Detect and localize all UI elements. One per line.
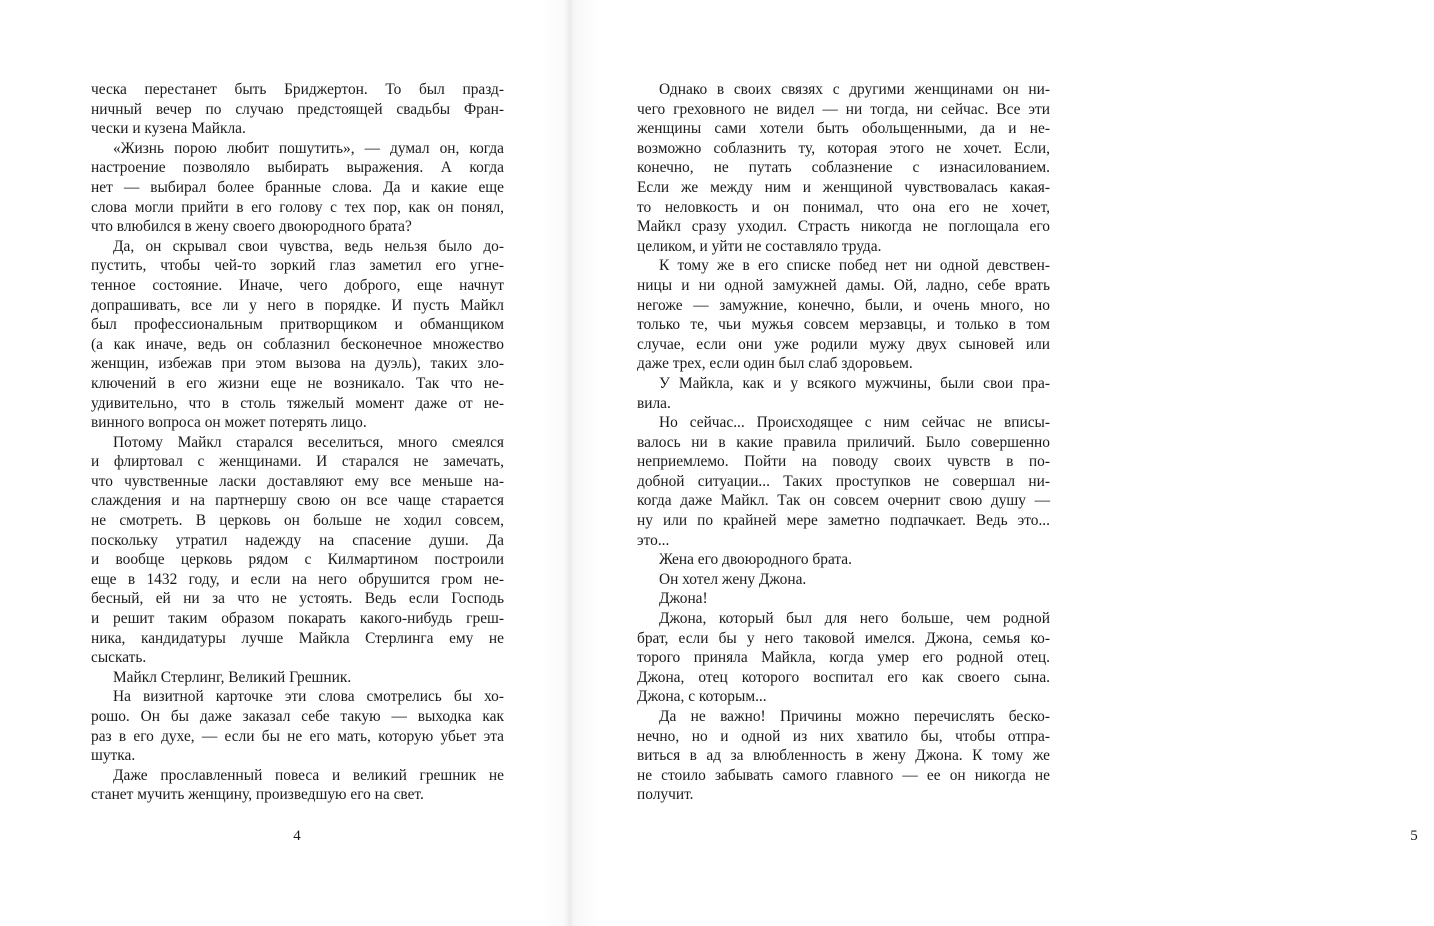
text-line: неприемлемо. Пойти на поводу своих чувств в по- <box>637 453 1050 471</box>
text-line: Да не важно! Причины можно перечислять беско- <box>659 708 1050 725</box>
text-line: поскольку утратил надежду на спасение души. Да <box>91 531 504 549</box>
text-line: шутка. <box>91 747 136 765</box>
text-line: добной ситуации... Таких проступков не совершал ни- <box>637 472 1050 490</box>
text-line: и флиртовал с женщинами. И старался не замечать, <box>91 453 504 471</box>
text-line: когда даже Майкл. Так он совсем очернит свою душу — <box>637 492 1050 510</box>
text-line: торого приняла Майкла, когда умер его родной отец. <box>637 649 1050 667</box>
text-line: чего греховного не видел — ни тогда, ни сейчас. Все эти <box>637 100 1050 118</box>
text-line: Майкл Стерлинг, Великий Грешник. <box>113 668 352 686</box>
right-page-number: 5 <box>1410 828 1418 844</box>
text-line: пустить, чтобы чей-то зоркий глаз заметил его угне- <box>91 257 504 275</box>
text-line: Жена его двоюродного брата. <box>659 551 852 569</box>
left-page-text <box>91 80 504 805</box>
text-line: целиком, и уйти не составляло труда. <box>637 237 882 255</box>
left-page <box>0 0 571 926</box>
text-line: Майкл сразу уходил. Страсть никогда не поглощала его <box>637 218 1050 236</box>
text-line: женщины сами хотели быть обольщенными, да и не- <box>637 120 1050 138</box>
right-page-text <box>637 80 1050 805</box>
text-line: Он хотел жену Джона. <box>659 570 807 588</box>
text-line: (а как иначе, ведь он соблазнил бесконечное множество <box>91 335 504 353</box>
text-line: что влюбился в жену своего двоюродного брата? <box>91 218 412 236</box>
text-line: ческа перестанет быть Бриджертон. То был празд- <box>91 81 504 98</box>
text-line: конечно, не путать соблазнение с изнасилованием. <box>637 159 1050 177</box>
text-line: был профессиональным притворщиком и обманщиком <box>91 316 504 334</box>
text-line: допрашивать, все ли у него в порядке. И пусть Майкл <box>91 296 504 314</box>
text-line: получит. <box>637 786 694 804</box>
text-line: виться в ад за влюбленность в жену Джона. К тому же <box>637 747 1050 765</box>
text-line: еще в 1432 году, и если на него обрушится гром не- <box>91 570 504 588</box>
text-line: рошо. Он бы даже заказал себе такую — выходка как <box>91 708 504 725</box>
text-line: станет мучить женщину, произведшую его на свет. <box>91 786 424 804</box>
text-line: только те, чьи мужья совсем мерзавцы, и только в том <box>637 316 1050 334</box>
text-line: нет — выбирал более бранные слова. Да и какие еще <box>91 178 504 196</box>
text-line: Джона! <box>659 590 708 608</box>
text-line: ницы и ни одной замужней дамы. Ой, ладно, себе врать <box>637 276 1050 294</box>
text-line: слова могли прийти в его голову с тех пор, как он понял, <box>91 198 504 216</box>
text-line: не смотреть. В церковь он больше не ходил совсем, <box>91 512 504 530</box>
text-line: У Майкла, как и у всякого мужчины, были свои пра- <box>659 374 1050 392</box>
text-line: ника, кандидатуры лучше Майкла Стерлинга ему не <box>91 629 504 647</box>
text-line: возможно соблазнить ту, которая этого не хочет. Если, <box>637 139 1050 157</box>
text-line: Джона, отец которого воспитал его как своего сына. <box>637 668 1050 686</box>
text-line: Джона, который был для него больше, чем родной <box>659 610 1050 628</box>
text-line: сыскать. <box>91 649 147 667</box>
text-line: не стоило забывать самого главного — ее он никогда не <box>637 766 1050 784</box>
text-line: случае, если они уже родили мужу двух сыновей или <box>637 335 1050 353</box>
text-line: чески и кузена Майкла. <box>91 120 246 138</box>
text-line: это... <box>637 531 670 549</box>
text-line: женщин, избежав при этом вызова на дуэль), таких зло- <box>91 355 504 373</box>
text-line: ключений в его жизни еще не возникало. Так что не- <box>91 374 504 392</box>
text-line: даже трех, если один был слаб здоровьем. <box>637 355 913 373</box>
text-line: раз в его духе, — если бы не его мать, которую убьет эта <box>91 727 504 745</box>
text-line: и вообще церковь рядом с Килмартином построили <box>91 551 504 569</box>
text-line: и решит таким образом покарать какого-нибудь греш- <box>91 610 504 628</box>
text-line: то неловкость и он понимал, что она его не хочет, <box>637 198 1050 216</box>
text-line: Если же между ним и женщиной чувствовалась какая- <box>637 178 1050 196</box>
text-line: К тому же в его списке побед нет ни одной девствен- <box>659 257 1050 275</box>
text-line: Джона, с которым... <box>637 688 767 706</box>
text-line: Потому Майкл старался веселиться, много смеялся <box>113 433 504 451</box>
text-line: вила. <box>637 394 671 412</box>
text-line: нечно, но и одной из них хватило бы, чтобы отпра- <box>637 727 1050 745</box>
text-line: тенное состояние. Иначе, чего доброго, еще начнут <box>91 276 504 294</box>
text-line: что чувственные ласки доставляют ему все меньше на- <box>91 472 504 490</box>
text-line: Однако в своих связях с другими женщинами он ни- <box>659 81 1050 98</box>
text-line: слаждения и на партнершу свою он все чаще старается <box>91 492 504 510</box>
text-line: валось ни в какие правила приличий. Было совершенно <box>637 433 1050 451</box>
text-line: ну или по крайней мере заметно подпачкает. Ведь это... <box>637 512 1050 530</box>
text-line: Но сейчас... Происходящее с ним сейчас не вписы- <box>659 414 1050 432</box>
left-page-number: 4 <box>293 828 301 844</box>
text-line: «Жизнь порою любит пошутить», — думал он, когда <box>113 139 504 157</box>
text-line: негоже — замужние, конечно, были, и очень много, но <box>637 296 1050 314</box>
text-line: удивительно, что в столь тяжелый момент даже от не- <box>91 394 504 412</box>
text-line: ничный вечер по случаю предстоящей свадьбы Фран- <box>91 100 504 118</box>
text-line: настроение позволяло выбирать выражения. А когда <box>91 159 504 177</box>
text-line: бесный, ей ни за что не устоять. Ведь если Господь <box>91 590 504 608</box>
text-line: винного вопроса он может потерять лицо. <box>91 414 367 432</box>
text-line: Даже прославленный повеса и великий грешник не <box>113 766 504 784</box>
text-line: На визитной карточке эти слова смотрелись бы хо- <box>113 688 504 706</box>
text-line: Да, он скрывал свои чувства, ведь нельзя было до- <box>113 237 504 255</box>
text-line: брат, если бы у него таковой имелся. Джона, семья ко- <box>637 629 1050 647</box>
